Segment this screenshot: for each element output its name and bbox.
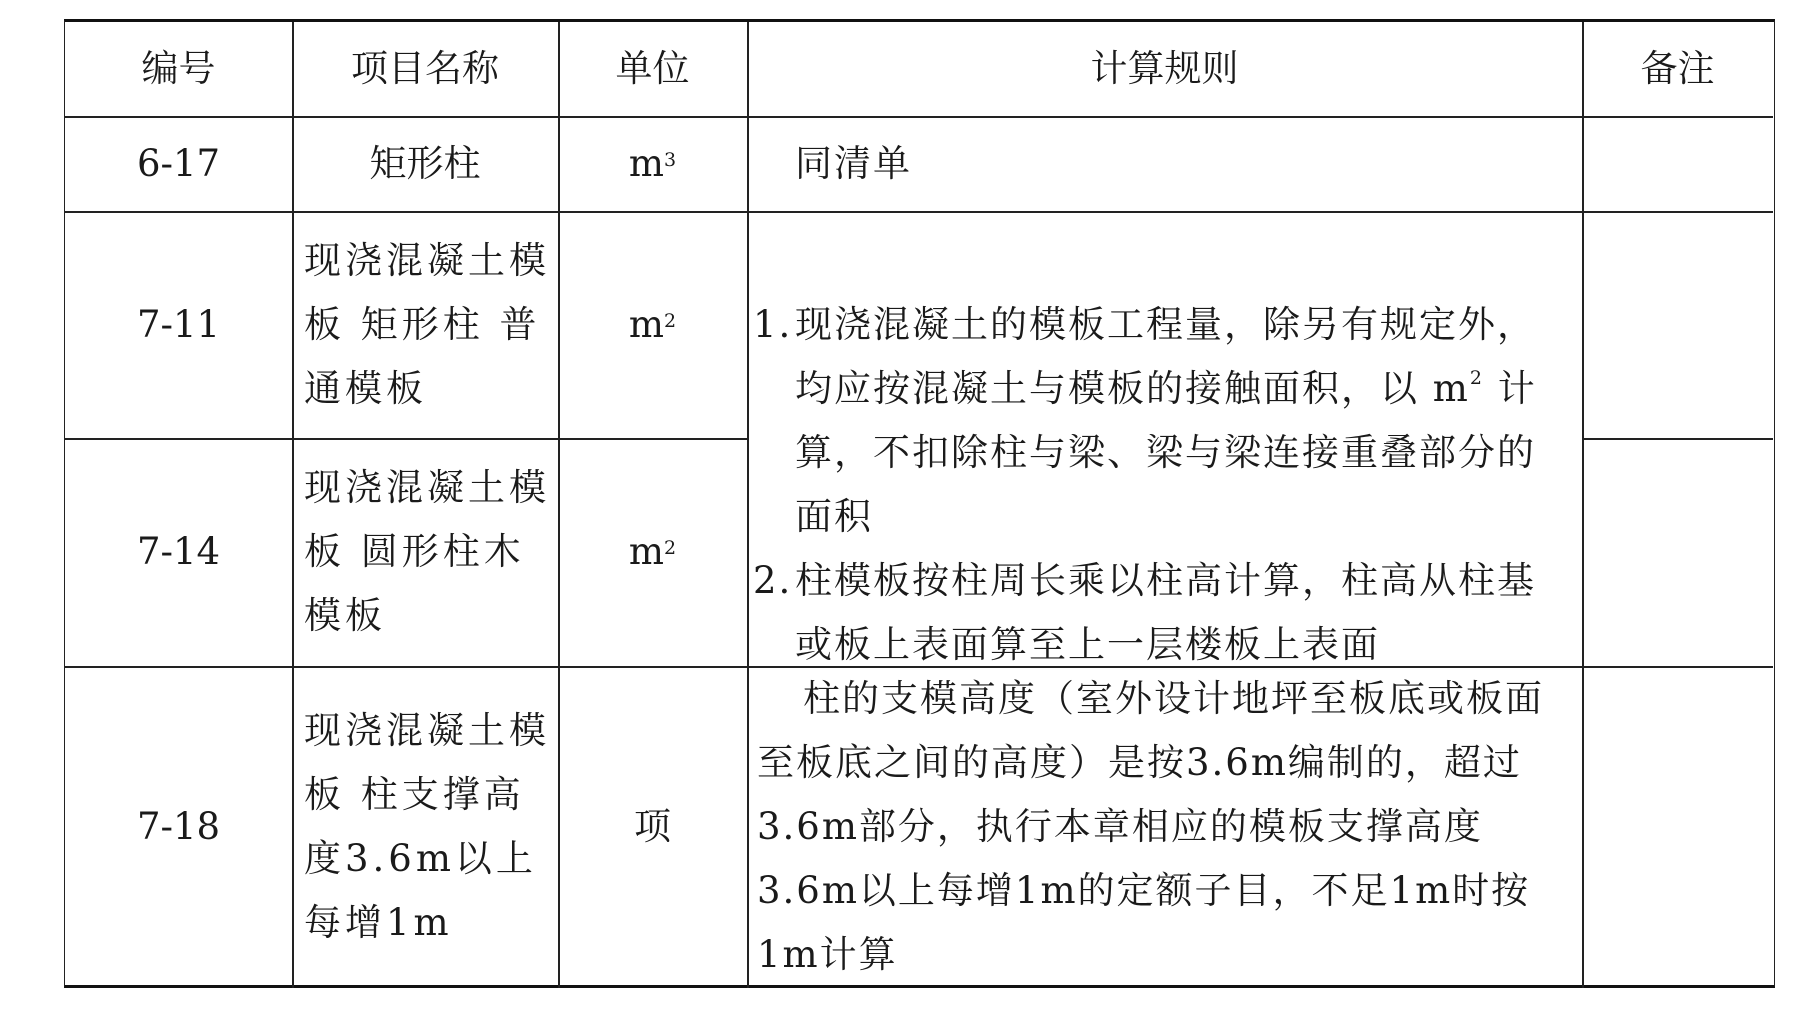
- rule-item-1: 1. 现浇混凝土的模板工程量，除另有规定外，均应按混凝土与模板的接触面积，以 $m^2$ 计算，不扣除柱与梁、梁与梁连接重叠部分的面积: [795, 293, 1574, 549]
- row2-note: [1582, 211, 1773, 438]
- row4-rule: 柱的支模高度（室外设计地坪至板底或板面至板底之间的高度）是按3.6m编制的，超过3.6m部分，执行本章相应的模板支撑高度3.6m以上每增1m的定额子目，不足1m时按1m计算: [757, 677, 1544, 976]
- row4-code: 7-18: [136, 805, 221, 848]
- row1-code: 6-17: [136, 141, 221, 185]
- row4-note: [1582, 666, 1773, 988]
- row1-unit: m $^3$: [628, 141, 677, 185]
- row3-code: 7-14: [136, 530, 221, 573]
- rule-item-1-number: 1.: [753, 303, 793, 346]
- row1-name: 矩形柱: [369, 141, 481, 185]
- rule-item-2-number: 2.: [753, 559, 793, 602]
- row4-name: 现浇混凝土模板 柱支撑高度3.6m以上每增1m: [304, 709, 550, 944]
- row1-rule: 同清单: [795, 141, 912, 185]
- header-name: 项目名称: [351, 47, 499, 90]
- rules-table: [64, 19, 1775, 988]
- row3-unit: m $^2$: [628, 530, 677, 573]
- row2-code: 7-11: [136, 302, 221, 346]
- row4-unit: 项: [634, 805, 671, 848]
- header-rule: 计算规则: [1090, 47, 1239, 90]
- row1-note: [1582, 116, 1773, 211]
- row3-note: [1582, 438, 1773, 666]
- row3-name: 现浇混凝土模板 圆形柱木模板: [304, 466, 550, 637]
- header-unit: 单位: [615, 47, 690, 90]
- rule-item-2: 2. 柱模板按柱周长乘以柱高计算，柱高从柱基或板上表面算至上一层楼板上表面: [795, 549, 1574, 677]
- row2-name: 现浇混凝土模板 矩形柱 普通模板: [304, 238, 550, 410]
- merged-rule-cell: [747, 211, 1582, 666]
- header-code: 编号: [141, 47, 216, 90]
- row2-unit: m $^2$: [628, 302, 677, 346]
- header-note: 备注: [1640, 47, 1715, 90]
